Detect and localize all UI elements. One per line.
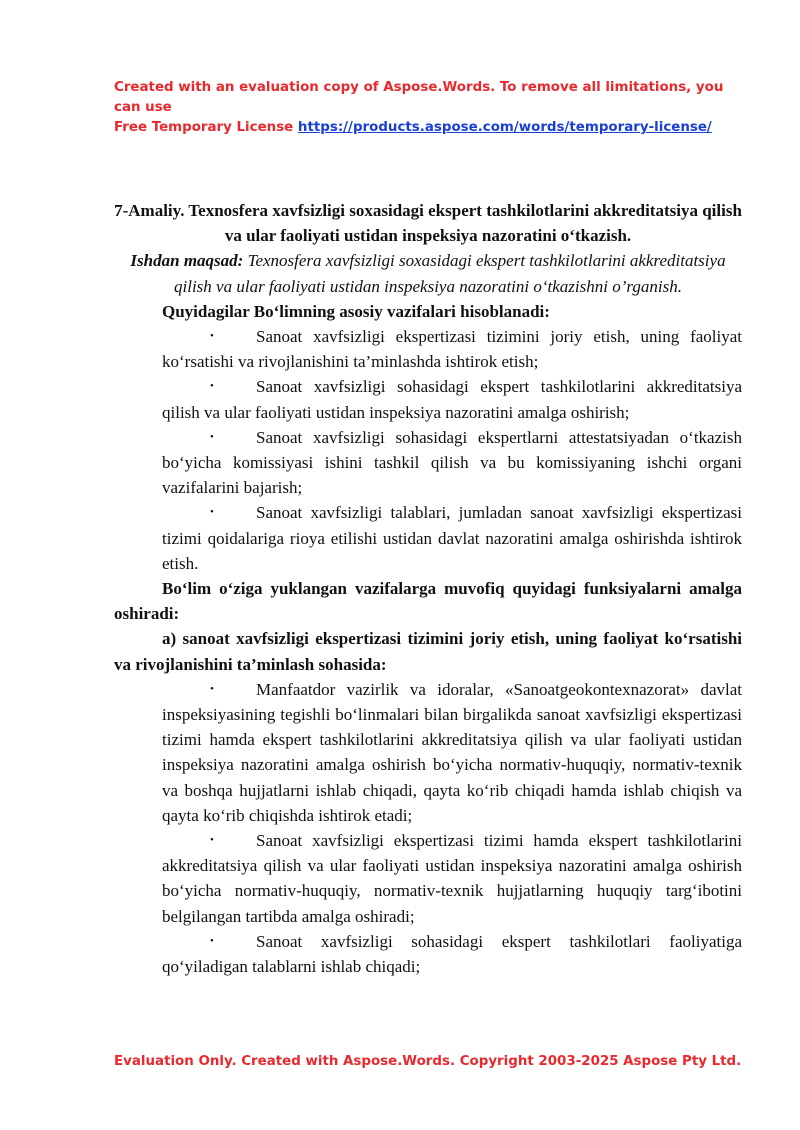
- bullet-icon: •: [210, 682, 214, 695]
- goal-label: Ishdan maqsad:: [130, 251, 244, 271]
- bullet-icon: •: [210, 834, 214, 847]
- list-item: [114, 500, 742, 576]
- bullet-icon: •: [210, 934, 214, 947]
- list-item: [114, 324, 742, 374]
- bullet-icon: •: [210, 430, 214, 443]
- list-item: [114, 374, 742, 424]
- list-item: [114, 425, 742, 501]
- list-item: [114, 828, 742, 929]
- document-goal: [114, 248, 742, 298]
- section1-list: [114, 324, 742, 576]
- bullet-icon: •: [210, 330, 214, 343]
- evaluation-header-line2: [114, 118, 754, 138]
- subsection-a-heading: a) sanoat xavfsizligi ekspertizasi tizimini joriy etish, uning faoliyat ko‘rsatishi va rivojlanishini ta’minlash sohasida:: [114, 629, 742, 674]
- section1-heading: Quyidagilar Bo‘limning asosiy vazifalari hisoblanadi:: [162, 301, 550, 321]
- goal-text: Texnosfera xavfsizligi soxasidagi ekspert tashkilotlarini akkreditatsiya qilish va ular faoliyati ustidan inspeksiya nazoratini o‘tkazishni o’rganish.: [174, 251, 726, 296]
- evaluation-header: [114, 78, 754, 138]
- document-body: [114, 198, 742, 979]
- temporary-license-link[interactable]: https://products.aspose.com/words/temporary-license/: [297, 120, 712, 135]
- bullet-icon: •: [210, 380, 214, 393]
- list-item: [114, 929, 742, 979]
- list-item-text: Sanoat xavfsizligi ekspertizasi tizimini joriy etish, uning faoliyat ko‘rsatishi va rivojlanishini ta’minlashda ishtirok etish;: [162, 327, 742, 372]
- list-item: [114, 677, 742, 828]
- list-item-text: Sanoat xavfsizligi sohasidagi ekspert tashkilotlari faoliyatiga qo‘yiladigan talablarni ishlab chiqadi;: [162, 931, 742, 977]
- list-item-text: Sanoat xavfsizligi sohasidagi ekspertlarni attestatsiyadan o‘tkazish bo‘yicha komissiyasi ishini tashkil qilish va bu komissiyaning ishchi organi vazifalarini bajarish;: [162, 427, 742, 498]
- document-title: 7-Amaliy. Texnosfera xavfsizligi soxasidagi ekspert tashkilotlarini akkreditatsiya qilish va ular faoliyati ustidan inspeksiya nazoratini o‘tkazish.: [114, 201, 742, 246]
- list-item-text: Sanoat xavfsizligi sohasidagi ekspert tashkilotlarini akkreditatsiya qilish va ular faoliyati ustidan inspeksiya nazoratini amalga oshirish;: [162, 377, 742, 422]
- subsection-a-list: [114, 677, 742, 979]
- evaluation-footer: Evaluation Only. Created with Aspose.Words. Copyright 2003-2025 Aspose Pty Ltd.: [114, 1054, 742, 1069]
- bullet-icon: •: [210, 506, 214, 519]
- list-item-text: Sanoat xavfsizligi talablari, jumladan sanoat xavfsizligi ekspertizasi tizimi qoidalariga rioya etilishi ustidan davlat nazoratini amalga oshirishda ishtirok etish.: [162, 503, 742, 573]
- evaluation-header-line1: Created with an evaluation copy of Aspose.Words. To remove all limitations, you can use: [114, 80, 724, 115]
- evaluation-header-prefix: Free Temporary License: [114, 120, 298, 135]
- list-item-text: Sanoat xavfsizligi ekspertizasi tizimi hamda ekspert tashkilotlarini akkreditatsiya qilish va ular faoliyati ustidan inspeksiya nazoratini amalga oshirish bo‘yicha normativ-huquqiy, normativ-texnik hujjatlarning huquqiy targ‘ibotini belgilangan tartibda amalga oshiradi;: [162, 831, 742, 926]
- list-item-text: Manfaatdor vazirlik va idoralar, «Sanoatgeokontexnazorat» davlat inspeksiyasining tegishli bo‘linmalari bilan birgalikda sanoat xavfsizligi ekspertizasi tizimi hamda ekspert tashkilotlarini akkreditatsiya qilish va ular faoliyati ustidan inspeksiya nazoratini amalga oshirish bo‘yicha normativ-huquqiy, normativ-texnik va boshqa hujjatlarni ishlab chiqadi, qayta ko‘rib chiqadi hamda ishlab chiqish va qayta ko‘rib chiqishda ishtirok etadi;: [162, 679, 742, 825]
- section2-heading: Bo‘lim o‘ziga yuklangan vazifalarga muvofiq quyidagi funksiyalarni amalga oshiradi:: [114, 579, 742, 624]
